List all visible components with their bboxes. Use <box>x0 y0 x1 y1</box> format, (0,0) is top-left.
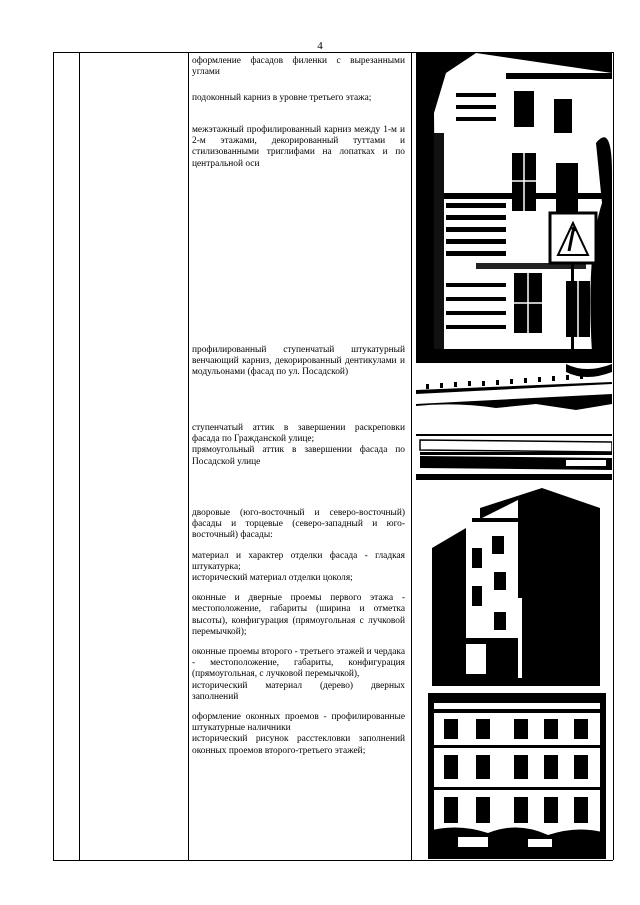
text-block-crowning-cornice <box>192 345 405 379</box>
attic-photo <box>416 430 612 480</box>
table-column-divider <box>188 52 189 860</box>
text-block-attic <box>192 423 405 468</box>
text-block-sill-cornice <box>192 93 405 104</box>
paragraph: исторический материал отделки цоколя; <box>192 573 353 584</box>
table-border-right <box>613 52 614 860</box>
table-border-left <box>53 52 54 860</box>
text-block-panels <box>192 56 405 78</box>
paragraph: оформление фасадов филенки с вырезанными углами <box>192 56 405 78</box>
paragraph: оконные проемы второго - третьего этажей и чердака - местоположение, габариты, конфигурация (прямоугольная, с лучковой перемычкой), <box>192 647 405 680</box>
paragraph: оформление оконных проемов - профилированные штукатурные наличники <box>192 712 405 734</box>
paragraph: исторический материал (дерево) дверных заполнений <box>192 680 405 702</box>
paragraph: межэтажный профилированный карниз между 1-м и 2-м этажами, декорированный туттами и стилизованными триглифами на лопатках и по центральной оси <box>192 125 405 169</box>
end-facade-photo <box>428 693 606 859</box>
paragraph: подоконный карниз в уровне третьего этажа; <box>192 93 372 103</box>
paragraph: дворовые (юго-восточный и северо-восточный) фасады и торцевые (северо-западный и юго-восточный) фасады: <box>192 508 405 541</box>
text-block-courtyard-facades <box>192 508 405 757</box>
table-column-divider <box>79 52 80 860</box>
courtyard-facade-photo <box>432 488 600 686</box>
page-number: 4 <box>317 40 323 52</box>
text-block-floor-cornice <box>192 125 405 170</box>
facade-corner-photo <box>416 53 612 363</box>
paragraph: исторический рисунок расстекловки заполнений оконных проемов второго-третьего этажей; <box>192 734 405 756</box>
crowning-cornice-photo <box>416 364 612 416</box>
paragraph: оконные и дверные проемы первого этажа - местоположение, габариты (ширина и отметка высоты), конфигурация (прямоугольная с лучковой перемычкой); <box>192 593 405 637</box>
paragraph: профилированный ступенчатый штукатурный венчающий карниз, декорированный дентикулами и модульонами (фасад по ул. Посадской) <box>192 345 405 378</box>
table-border-bottom <box>53 860 613 861</box>
table-column-divider <box>411 52 412 860</box>
paragraph: прямоугольный аттик в завершении фасада по Посадской улице <box>192 445 405 467</box>
paragraph: ступенчатый аттик в завершении раскреповки фасада по Гражданской улице; <box>192 423 405 445</box>
paragraph: материал и характер отделки фасада - гладкая штукатурка; <box>192 550 405 572</box>
